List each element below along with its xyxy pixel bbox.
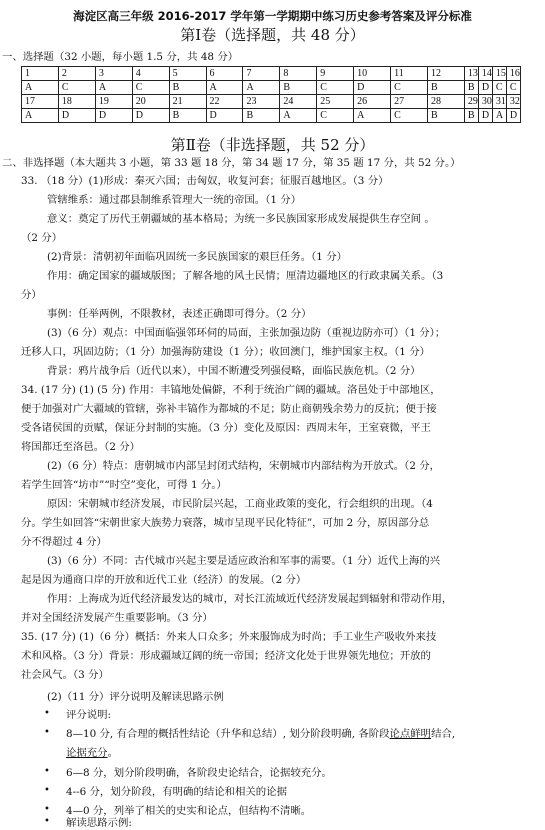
q33-line-2: 管辖维系：通过郡县制维系管理大一统的帝国。（1 分） — [47, 194, 302, 206]
question-number-cell: 20 — [132, 95, 169, 109]
answer-cell: A — [492, 109, 506, 123]
answer-cell: B — [464, 109, 478, 123]
part2-intro: 二、非选择题（本大题共 3 小题，第 33 题 18 分，第 34 题 17 分，第 35 题 17 分，共 52 分。） — [2, 157, 461, 169]
bullet-icon: • — [44, 727, 50, 738]
question-number-cell: 1 — [22, 67, 59, 81]
question-number-cell: 32 — [506, 95, 520, 109]
q34-line-9: 分不得超过 4 分） — [21, 536, 107, 548]
question-number-cell: 26 — [354, 95, 391, 109]
q34-line-12: 作用：上海成为近代经济最发达的城市，对长江流域近代经济发展起到辐射和带动作用， — [47, 593, 453, 605]
q35-line-3: 社会风气。（3 分） — [21, 669, 109, 681]
question-number-cell: 5 — [169, 67, 206, 81]
answer-cell: C — [391, 109, 428, 123]
answer-cell: A — [243, 81, 280, 95]
q33-line-7: 分） — [21, 289, 42, 301]
answer-cell: A — [280, 109, 317, 123]
question-number-cell: 7 — [243, 67, 280, 81]
q34-line-11: 起是因为通商口岸的开放和近代工业（经济）的发展。（2 分） — [21, 574, 307, 586]
question-number-cell: 18 — [58, 95, 95, 109]
answer-cell: D — [354, 81, 391, 95]
q33-line-1: 33. （18 分）(1)形成：秦灭六国；击匈奴，收复河套；征服百越地区。（3 分） — [21, 175, 389, 187]
question-number-cell: 23 — [243, 95, 280, 109]
question-number-cell: 15 — [492, 67, 506, 81]
answer-cell: B — [464, 81, 478, 95]
sample-reasoning-heading: 解读思路示例: — [66, 817, 132, 829]
answer-cell: D — [58, 109, 95, 123]
question-number-cell: 3 — [95, 67, 132, 81]
question-number-cell: 22 — [206, 95, 243, 109]
answer-cell: A — [95, 81, 132, 95]
answer-cell: C — [58, 81, 95, 95]
scoring-band-4-6: 4--6 分，划分阶段，有明确的结论和相关的论据 — [66, 786, 287, 798]
q35-line-2: 术和风格。（3 分）背景：形成疆域辽阔的统一帝国；经济文化处于世界领先地位；开放的 — [21, 650, 431, 662]
answer-cell: D — [95, 109, 132, 123]
q33-line-6: 作用：确定国家的疆域版图；了解各地的风土民情；厘清边疆地区的行政隶属关系。（3 — [47, 270, 444, 282]
question-number-cell: 10 — [354, 67, 391, 81]
q34-line-1: 34. (17 分) (1) (5 分) 作用：丰镐地处偏僻，不利于统治广阔的疆域。洛邑处于中部地区， — [21, 384, 441, 396]
q35-line-4: (2)（11 分）评分说明及解读思路示例 — [47, 691, 224, 703]
question-number-cell: 2 — [58, 67, 95, 81]
q33-line-9: (3)（6 分）观点：中国面临强邻环伺的局面，主张加强边防（重视边防亦可）（1 分）； — [47, 327, 446, 339]
document-title: 海淀区高三年级 2016-2017 学年第一学期期中练习历史参考答案及评分标准 — [73, 9, 472, 23]
bullet-icon: • — [44, 708, 50, 719]
answer-cell: B — [280, 81, 317, 95]
q33-line-5: (2)背景：清朝初年面临巩固统一多民族国家的艰巨任务。（1 分） — [47, 251, 347, 263]
question-number-cell: 13 — [464, 67, 478, 81]
question-number-cell: 31 — [492, 95, 506, 109]
question-number-cell: 8 — [280, 67, 317, 81]
answer-cell: D — [206, 109, 243, 123]
answer-cell: C — [317, 81, 354, 95]
answer-cell: D — [506, 109, 520, 123]
q33-line-8: 事例：任举两例，不限教材，表述正确即可得分。（2 分） — [47, 308, 312, 320]
question-number-cell: 29 — [464, 95, 478, 109]
answer-table-row — [22, 95, 521, 109]
q35-line-1: 35. (17 分) (1)（6 分）概括：外来人口众多；外来服饰成为时尚；手工业生产吸收外来技 — [21, 631, 437, 643]
answer-cell: B — [169, 81, 206, 95]
answer-cell: B — [169, 109, 206, 123]
q34-line-3: 受各诸侯国的贡赋，保证分封制的实施。（3 分）变化及原因：西周末年，王室衰微，平王 — [21, 422, 431, 434]
part1-intro: 一、选择题（32 小题，每小题 1.5 分，共 48 分） — [2, 51, 239, 63]
scoring-band-8-10-cont: 论据充分。 — [66, 747, 118, 759]
answer-cell: B — [427, 109, 464, 123]
q34-line-13: 并对全国经济发展产生重要影响。（3 分） — [21, 612, 213, 624]
answer-table-row — [22, 67, 521, 81]
q33-line-3: 意义：奠定了历代王朝疆域的基本格局；为统一多民族国家形成发展提供生存空间 。 — [47, 213, 435, 225]
bullet-icon: • — [44, 785, 50, 796]
scoring-band-8-10: 8—10 分, 有合理的概括性结论（升华和总结）, 划分阶段明确, 各阶段论点鲜明结合, — [66, 728, 456, 740]
answer-cell: D — [478, 81, 492, 95]
choice-answer-table — [21, 66, 521, 123]
q34-line-10: (3)（6 分）不同：古代城市兴起主要是适应政治和军事的需要。（1 分）近代上海的兴 — [47, 555, 441, 567]
question-number-cell: 4 — [132, 67, 169, 81]
part2-heading: 第Ⅱ卷（非选择题，共 52 分） — [170, 136, 375, 154]
question-number-cell: 6 — [206, 67, 243, 81]
answer-cell: C — [506, 81, 520, 95]
answer-cell: B — [243, 109, 280, 123]
question-number-cell: 17 — [22, 95, 59, 109]
bullet-icon: • — [44, 766, 50, 777]
scoring-band-0-4: 4—0 分，列举了相关的史实和论点，但结构不清晰。 — [66, 805, 312, 817]
q34-line-5: (2)（6 分）特点：唐朝城市内部呈封闭式结构，宋朝城市内部结构为开放式。（2 分， — [47, 460, 441, 472]
answer-cell: C — [317, 109, 354, 123]
answer-cell: C — [132, 81, 169, 95]
part1-heading: 第Ⅰ卷（选择题，共 48 分） — [180, 26, 365, 44]
question-number-cell: 11 — [391, 67, 428, 81]
question-number-cell: 19 — [95, 95, 132, 109]
question-number-cell: 12 — [427, 67, 464, 81]
answer-table-row — [22, 109, 521, 123]
answer-cell: A — [22, 81, 59, 95]
question-number-cell: 27 — [391, 95, 428, 109]
question-number-cell: 16 — [506, 67, 520, 81]
question-number-cell: 24 — [280, 95, 317, 109]
answer-cell: A — [354, 109, 391, 123]
bullet-icon: • — [44, 816, 50, 827]
q33-line-10: 迁移人口，巩固边防；（1 分）加强海防建设（1 分）；收回澳门，维护国家主权。（1 分） — [21, 346, 430, 358]
q34-line-7: 原因：宋朝城市经济发展，市民阶层兴起，工商业政策的变化，行会组织的出现。（4 — [47, 498, 433, 510]
q33-line-4: （2 分） — [21, 232, 63, 244]
question-number-cell: 28 — [427, 95, 464, 109]
scoring-note-heading: 评分说明: — [66, 709, 112, 721]
answer-cell: A — [206, 81, 243, 95]
answer-cell: A — [22, 109, 59, 123]
question-number-cell: 9 — [317, 67, 354, 81]
question-number-cell: 14 — [478, 67, 492, 81]
bullet-icon: • — [44, 804, 50, 815]
q34-line-2: 便于加强对广大疆域的管辖，弥补丰镐作为都城的不足；防止商朝残余势力的反抗；便于接 — [21, 403, 437, 415]
q34-line-8: 分。学生如回答“宋朝世家大族势力衰落，城市呈现平民化特征”，可加 2 分，原因部分总 — [21, 517, 430, 529]
answer-cell: B — [427, 81, 464, 95]
scoring-band-6-8: 6—8 分，划分阶段明确，各阶段史论结合，论据较充分。 — [66, 767, 332, 779]
answer-table-row — [22, 81, 521, 95]
answer-cell: C — [492, 81, 506, 95]
q34-line-6: 若学生回答“坊市”“时空”变化，可得 1 分。） — [21, 479, 227, 491]
answer-cell: D — [132, 109, 169, 123]
question-number-cell: 25 — [317, 95, 354, 109]
answer-cell: C — [391, 81, 428, 95]
q33-line-11: 背景：鸦片战争后（近代以来），中国不断遭受列强侵略，面临民族危机。（2 分） — [47, 365, 421, 377]
question-number-cell: 21 — [169, 95, 206, 109]
answer-cell: D — [478, 109, 492, 123]
question-number-cell: 30 — [478, 95, 492, 109]
q34-line-4: 将国都迁至洛邑。（2 分） — [21, 441, 141, 453]
